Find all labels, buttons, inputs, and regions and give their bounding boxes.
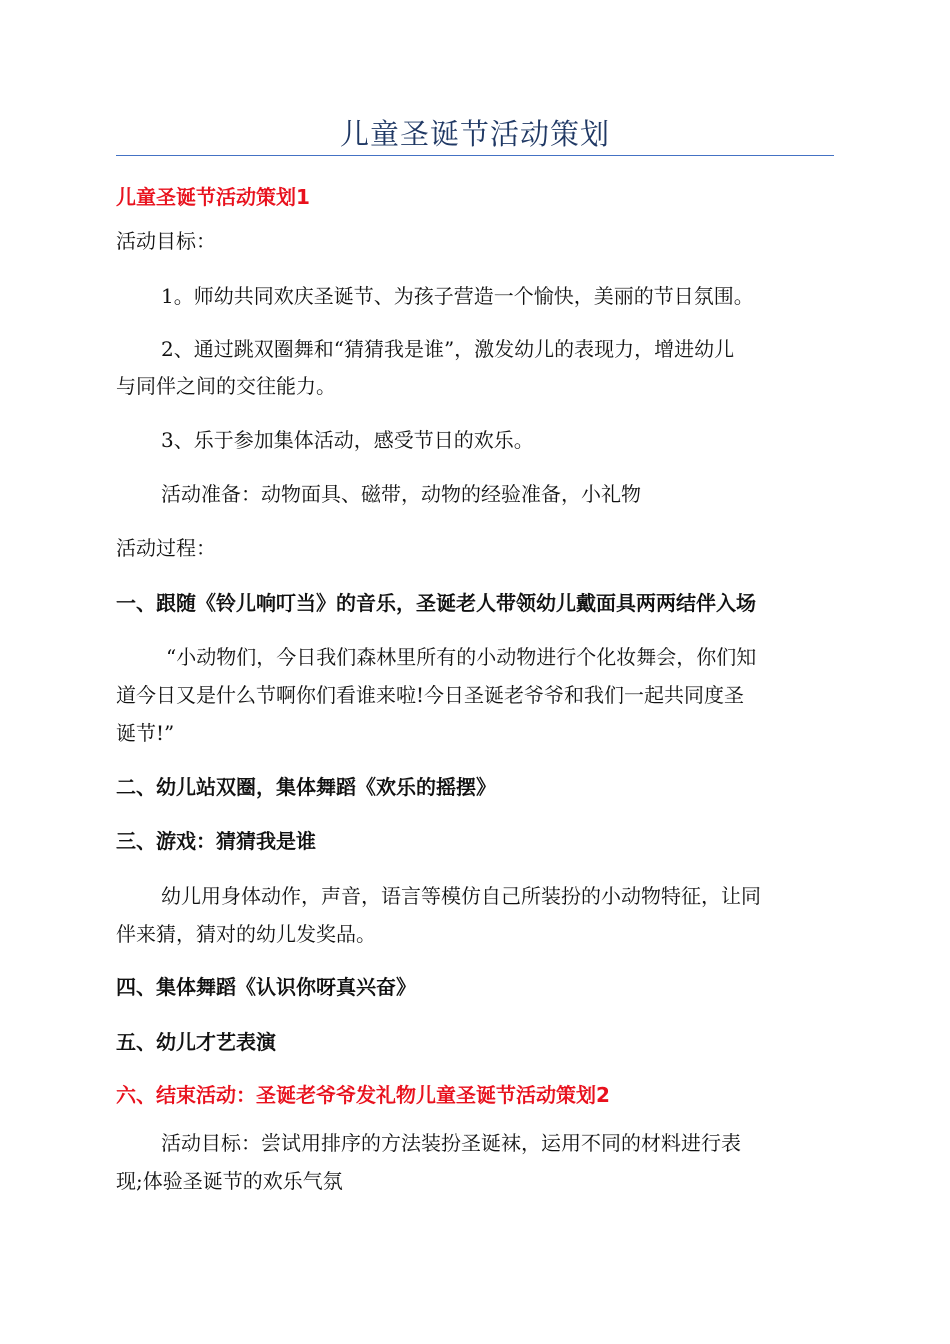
step3-text-line2: 伴来猜，猜对的幼儿发奖品。 <box>116 922 376 946</box>
step1-quote-line3: 诞节!” <box>116 721 175 745</box>
step1-quote-line2: 道今日又是什么节啊你们看谁来啦!今日圣诞老爷爷和我们一起共同度圣 <box>116 683 745 707</box>
goal-item-3: 3、乐于参加集体活动，感受节日的欢乐。 <box>161 428 534 452</box>
step1-heading: 一、跟随《铃儿响叮当》的音乐，圣诞老人带领幼儿戴面具两两结伴入场 <box>116 591 756 615</box>
step1-quote-line1: “小动物们，今日我们森林里所有的小动物进行个化妆舞会，你们知 <box>166 645 757 669</box>
document-title: 儿童圣诞节活动策划 <box>339 117 610 151</box>
preparation-text: 活动准备：动物面具、磁带，动物的经验准备，小礼物 <box>161 482 641 506</box>
goal-label: 活动目标： <box>116 229 216 253</box>
step4-heading: 四、集体舞蹈《认识你呀真兴奋》 <box>116 975 416 999</box>
section1-heading: 儿童圣诞节活动策划1 <box>116 185 310 209</box>
goal-item-2-line1: 2、通过跳双圈舞和“猜猜我是谁”，激发幼儿的表现力，增进幼儿 <box>161 337 735 361</box>
section2-goal-line1: 活动目标：尝试用排序的方法装扮圣诞袜，运用不同的材料进行表 <box>161 1131 741 1155</box>
goal-item-2-line2: 与同伴之间的交往能力。 <box>116 374 336 398</box>
section2-goal-line2: 现;体验圣诞节的欢乐气氛 <box>116 1169 343 1193</box>
step3-heading: 三、游戏：猜猜我是谁 <box>116 829 316 853</box>
goal-item-1: 1。师幼共同欢庆圣诞节、为孩子营造一个愉快，美丽的节日氛围。 <box>161 284 754 308</box>
title-underline <box>116 155 834 156</box>
step3-text-line1: 幼儿用身体动作，声音，语言等模仿自己所装扮的小动物特征，让同 <box>161 884 761 908</box>
process-label: 活动过程： <box>116 536 216 560</box>
step6-heading: 六、结束活动：圣诞老爷爷发礼物儿童圣诞节活动策划2 <box>116 1083 610 1107</box>
step2-heading: 二、幼儿站双圈，集体舞蹈《欢乐的摇摆》 <box>116 775 496 799</box>
step5-heading: 五、幼儿才艺表演 <box>116 1030 276 1054</box>
